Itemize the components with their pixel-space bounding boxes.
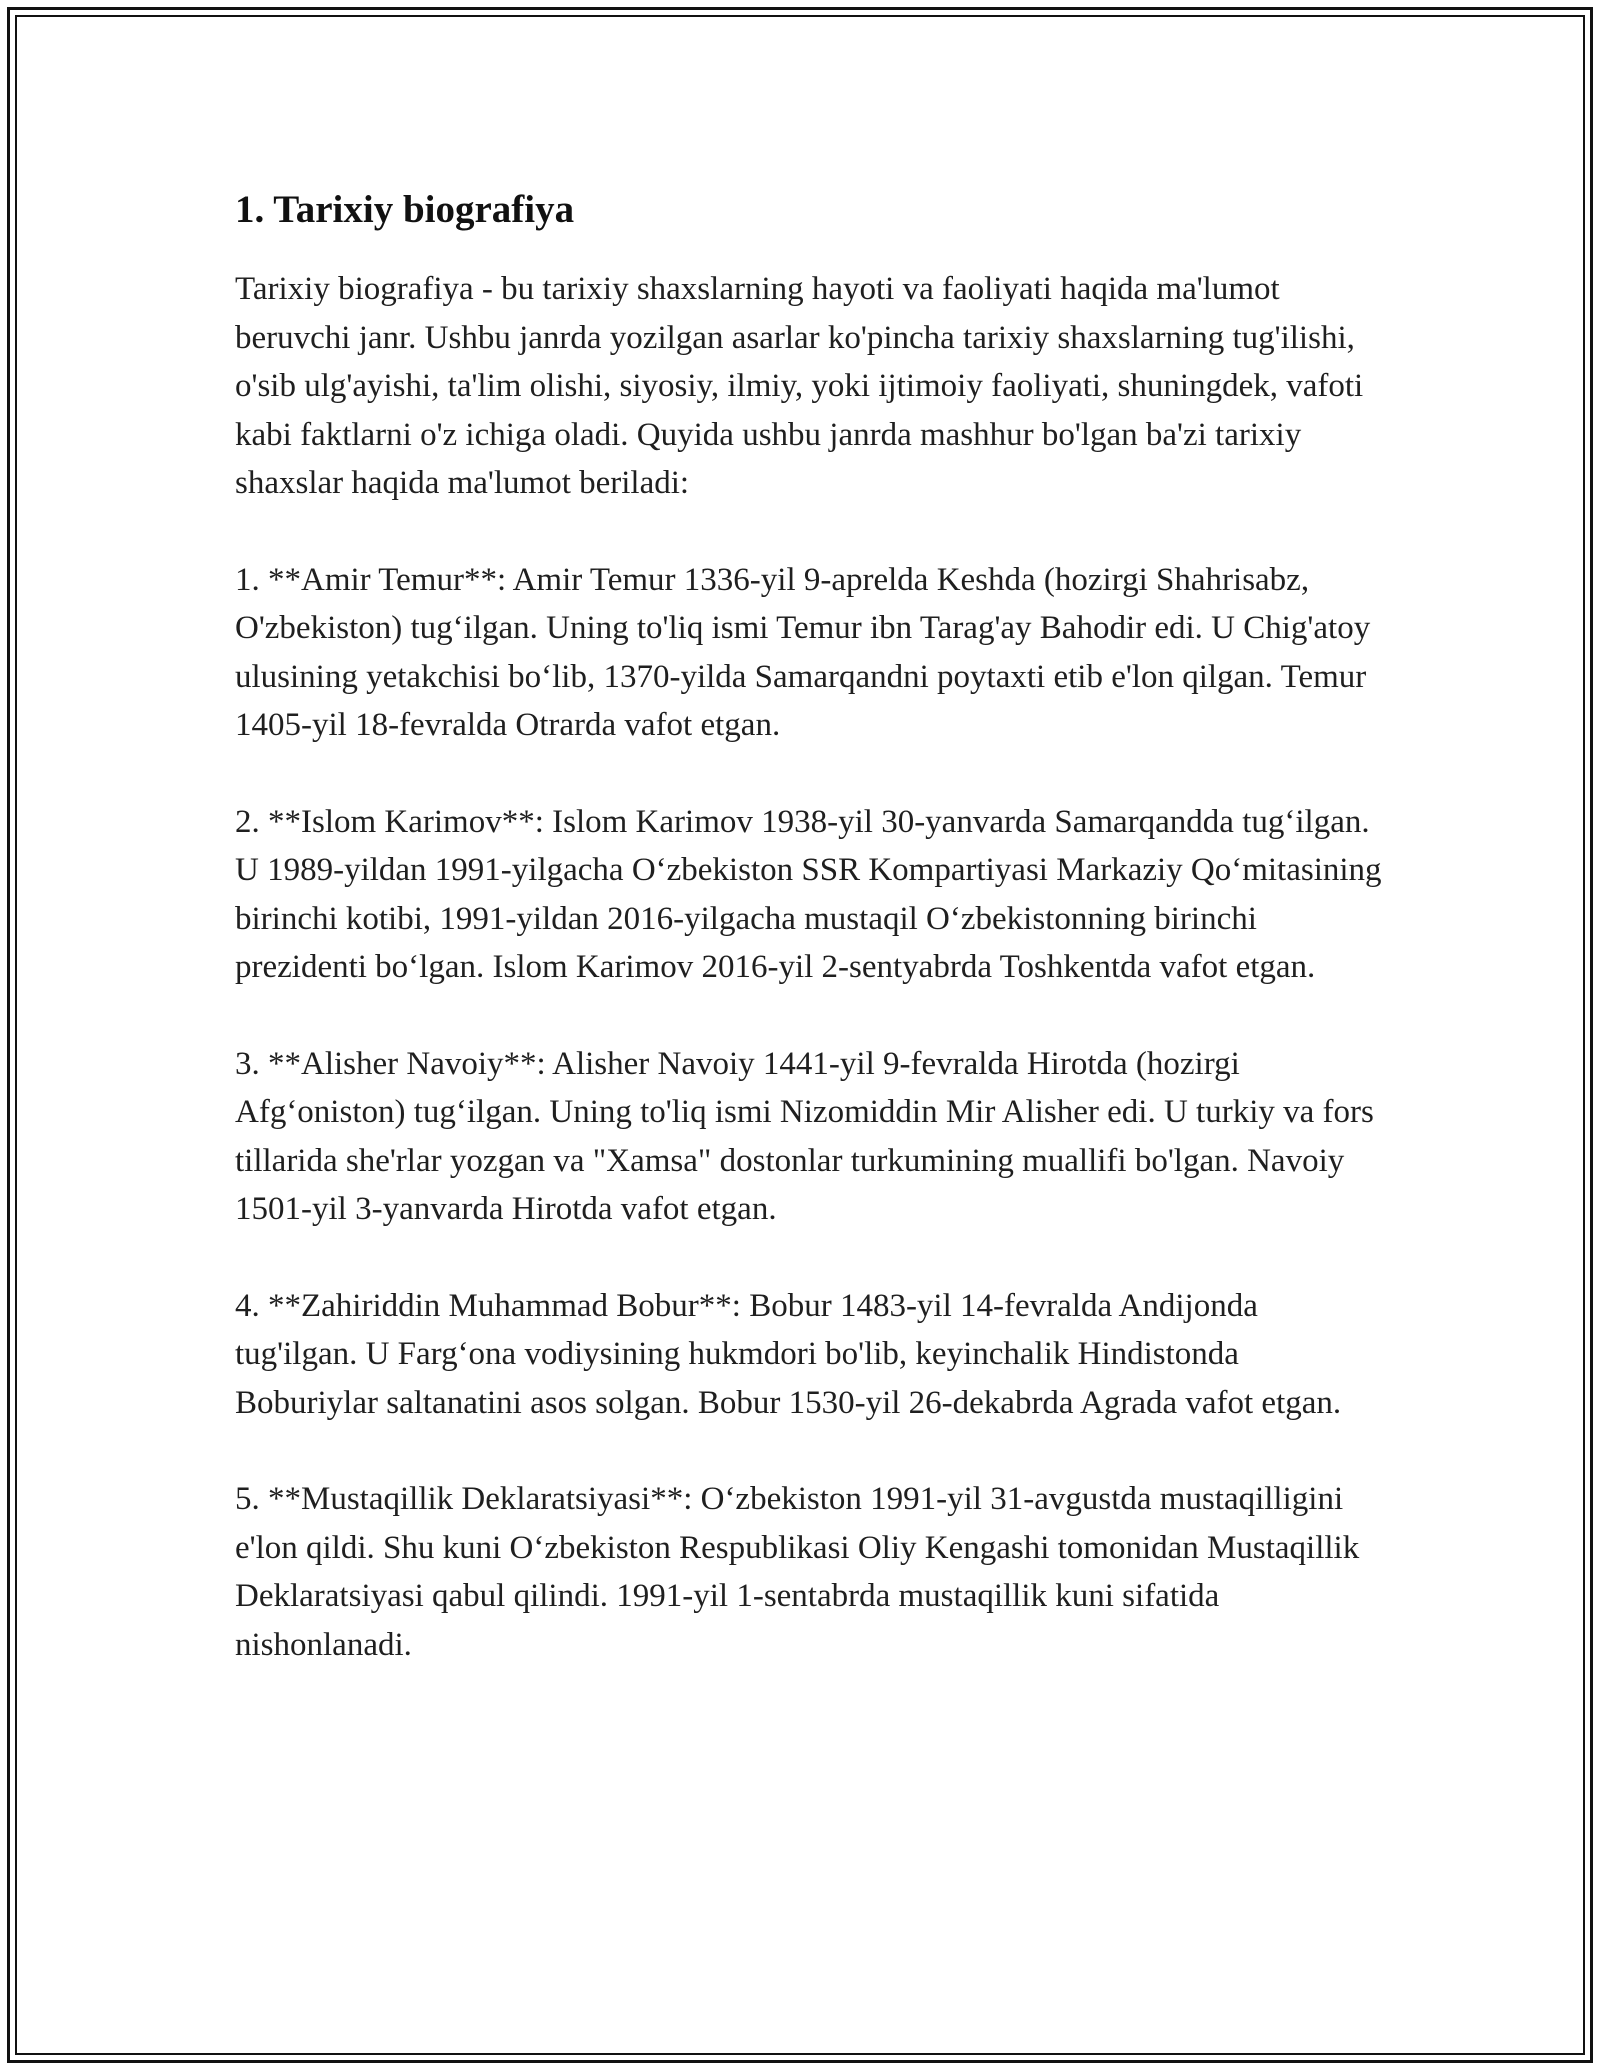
document-body — [235, 185, 1385, 1717]
paragraph-amir-temur: 1. **Amir Temur**: Amir Temur 1336-yil 9-aprelda Keshda (hozirgi Shahrisabz, O'zbekiston) tug‘ilgan. Uning to'liq ismi Temur ibn Tarag'ay Bahodir edi. U Chig'atoy ulusining yetakchisi bo‘lib, 1370-yilda Samarqandni poytaxti etib e'lon qilgan. Temur 1405-yil 18-fevralda Otrarda vafot etgan. — [235, 561, 1371, 743]
paragraph-islom-karimov: 2. **Islom Karimov**: Islom Karimov 1938-yil 30-yanvarda Samarqandda tug‘ilgan. U 1989-yildan 1991-yilgacha O‘zbekiston SSR Kompartiyasi Markaziy Qo‘mitasining birinchi kotibi, 1991-yildan 2016-yilgacha mustaqil O‘zbekistonning birinchi prezidenti bo‘lgan. Islom Karimov 2016-yil 2-sentyabrda Toshkentda vafot etgan. — [235, 803, 1382, 985]
paragraph-alisher-navoiy: 3. **Alisher Navoiy**: Alisher Navoiy 1441-yil 9-fevralda Hirotda (hozirgi Afg‘oniston) tug‘ilgan. Uning to'liq ismi Nizomiddin Mir Alisher edi. U turkiy va fors tillarida she'rlar yozgan va "Xamsa" dostonlar turkumining muallifi bo'lgan. Navoiy 1501-yil 3-yanvarda Hirotda vafot etgan. — [235, 1045, 1374, 1227]
paragraph-bobur: 4. **Zahiriddin Muhammad Bobur**: Bobur 1483-yil 14-fevralda Andijonda tug'ilgan. U Farg‘ona vodiysining hukmdori bo'lib, keyinchalik Hindistonda Boburiylar saltanatini asos solgan. Bobur 1530-yil 26-dekabrda Agrada vafot etgan. — [235, 1287, 1342, 1421]
intro-paragraph: Tarixiy biografiya - bu tarixiy shaxslarning hayoti va faoliyati haqida ma'lumot beruvchi janr. Ushbu janrda yozilgan asarlar ko'pincha tarixiy shaxslarning tug'ilishi, o'sib ulg'ayishi, ta'lim olishi, siyosiy, ilmiy, yoki ijtimoiy faoliyati, shuningdek, vafoti kabi faktlarni o'z ichiga oladi. Quyida ushbu janrda mashhur bo'lgan ba'zi tarixiy shaxslar haqida ma'lumot beriladi: — [235, 271, 1364, 501]
section-heading: 1. Tarixiy biografiya — [235, 188, 575, 231]
paragraph-mustaqillik: 5. **Mustaqillik Deklaratsiyasi**: O‘zbekiston 1991-yil 31-avgustda mustaqilligini e'lon qildi. Shu kuni O‘zbekiston Respublikasi Oliy Kengashi tomonidan Mustaqillik Deklaratsiyasi qabul qilindi. 1991-yil 1-sentabrda mustaqillik kuni sifatida nishonlanadi. — [235, 1481, 1360, 1663]
